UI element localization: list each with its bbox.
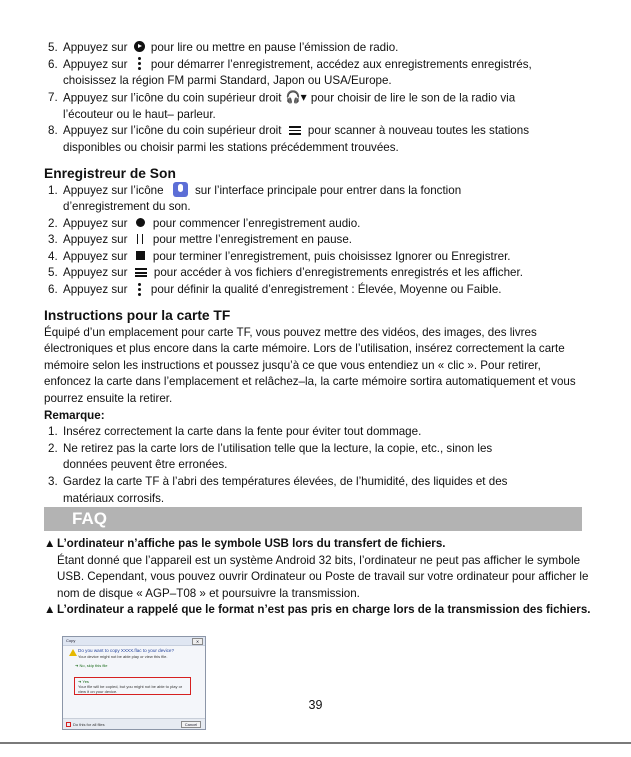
pause-icon xyxy=(136,234,145,244)
faq-section xyxy=(44,536,594,619)
bottom-rule xyxy=(0,742,631,744)
list-item: 2. Ne retirez pas la carte lors de l’utilisation telle que la lecture, la copie, etc., sinon les données peuvent être erronées. xyxy=(48,441,493,472)
dialog-titlebar: Copy ✕ xyxy=(63,637,205,646)
list-icon xyxy=(135,267,147,277)
faq-header: FAQ xyxy=(44,507,582,531)
stop-icon xyxy=(136,251,145,260)
vertical-dots-icon xyxy=(134,283,145,296)
dialog-subtext: Your device might not be able play or view this file. xyxy=(78,654,168,659)
list-item: 8. Appuyez sur l’icône du coin supérieur droit pour scanner à nouveau toutes les stations disponibles ou choisir parmi les stations précédemment trouvées. xyxy=(48,124,529,154)
all-files-checkbox[interactable]: Do this for all files xyxy=(66,722,105,727)
tf-paragraph: Équipé d’un emplacement pour carte TF, vous pouvez mettre des vidéos, des images, des livres électroniques et plus encore dans la carte mémoire. Lors de l’utilisation, insérez correctement la carte mémoire selon les instructions et poussez jusqu’à ce que vous entendiez un « clic ». Pour retirer, enfoncez la carte dans l’emplacement et relâchez–la, la carte mémoire sortira automatiquement et vous pourrez ensuite la retirer. xyxy=(44,325,576,406)
warning-icon xyxy=(69,649,77,656)
triangle-icon: ▲ xyxy=(44,537,56,550)
list-icon xyxy=(289,125,301,135)
skip-option[interactable]: ➜ No, skip this file xyxy=(75,663,108,668)
recorder-steps xyxy=(44,183,590,299)
dialog-footer xyxy=(63,718,205,729)
radio-steps xyxy=(44,40,590,157)
page-content xyxy=(44,40,590,507)
list-item: 6. Appuyez sur pour définir la qualité d’enregistrement : Élevée, Moyenne ou Faible. xyxy=(48,283,502,297)
faq-answer: Étant donné que l’appareil est un système Android 32 bits, l’ordinateur ne peut pas afficher le symbole USB. Cependant, vous pouvez ouvrir Ordinateur ou Poste de travail sur votre ordinateur pour afficher le nom de disque « AGP–T08 » et poursuivre la transmission. xyxy=(57,553,589,600)
cancel-button[interactable]: Cancel xyxy=(181,721,201,728)
triangle-icon: ▲ xyxy=(44,603,56,617)
section-title-recorder: Enregistreur de Son xyxy=(44,165,176,181)
list-item: 2. Appuyez sur pour commencer l’enregistrement audio. xyxy=(48,216,361,230)
microphone-app-icon xyxy=(173,182,188,197)
list-item: 4. Appuyez sur pour terminer l’enregistrement, puis choisissez Ignorer ou Enregistrer. xyxy=(48,249,511,263)
headphone-icon: 🎧▾ xyxy=(285,89,307,104)
list-item: 7. Appuyez sur l’icône du coin supérieur droit 🎧▾ pour choisir de lire le son de la radio via l’écouteur ou le haut– parleur. xyxy=(48,89,516,121)
record-icon xyxy=(136,218,145,227)
section-title-tf: Instructions pour la carte TF xyxy=(44,307,231,323)
page-number: 39 xyxy=(308,698,323,712)
list-item: 3. Gardez la carte TF à l’abri des températures élevées, de l’humidité, des liquides et des matériaux corrosifs. xyxy=(48,475,508,505)
list-item: 1. Appuyez sur l’icône sur l’interface principale pour entrer dans la fonction d’enregistrement du son. xyxy=(48,183,462,214)
yes-option[interactable]: ➜ Yes Your file will be copied, but you might not be able to play or view it on your device. xyxy=(74,677,191,695)
faq-question: ▲ L’ordinateur a rappelé que le format n’est pas pris en charge lors de la transmission des fichiers. xyxy=(44,602,594,619)
faq-question: ▲ L’ordinateur n’affiche pas le symbole USB lors du transfert de fichiers. xyxy=(44,536,594,553)
list-item: 6. Appuyez sur pour démarrer l’enregistrement, accédez aux enregistrements enregistrés, choisissez la région FM parmi Standard, Japon ou USA/Europe. xyxy=(48,57,532,88)
list-item: 5. Appuyez sur pour lire ou mettre en pause l’émission de radio. xyxy=(48,41,399,54)
dialog-question: Do you want to copy XXXX.flac to your device? xyxy=(78,648,175,653)
remark-list xyxy=(44,424,590,507)
list-item: 1. Insérez correctement la carte dans la fente pour éviter tout dommage. xyxy=(48,425,422,439)
remark-label: Remarque: xyxy=(44,408,105,422)
vertical-dots-icon xyxy=(134,57,145,70)
copy-dialog-screenshot xyxy=(62,636,206,730)
list-item: 5. Appuyez sur pour accéder à vos fichiers d’enregistrements enregistrés et les afficher. xyxy=(48,266,523,280)
close-button[interactable]: ✕ xyxy=(192,638,203,645)
play-pause-icon xyxy=(134,41,145,52)
list-item: 3. Appuyez sur pour mettre l’enregistrement en pause. xyxy=(48,233,353,247)
